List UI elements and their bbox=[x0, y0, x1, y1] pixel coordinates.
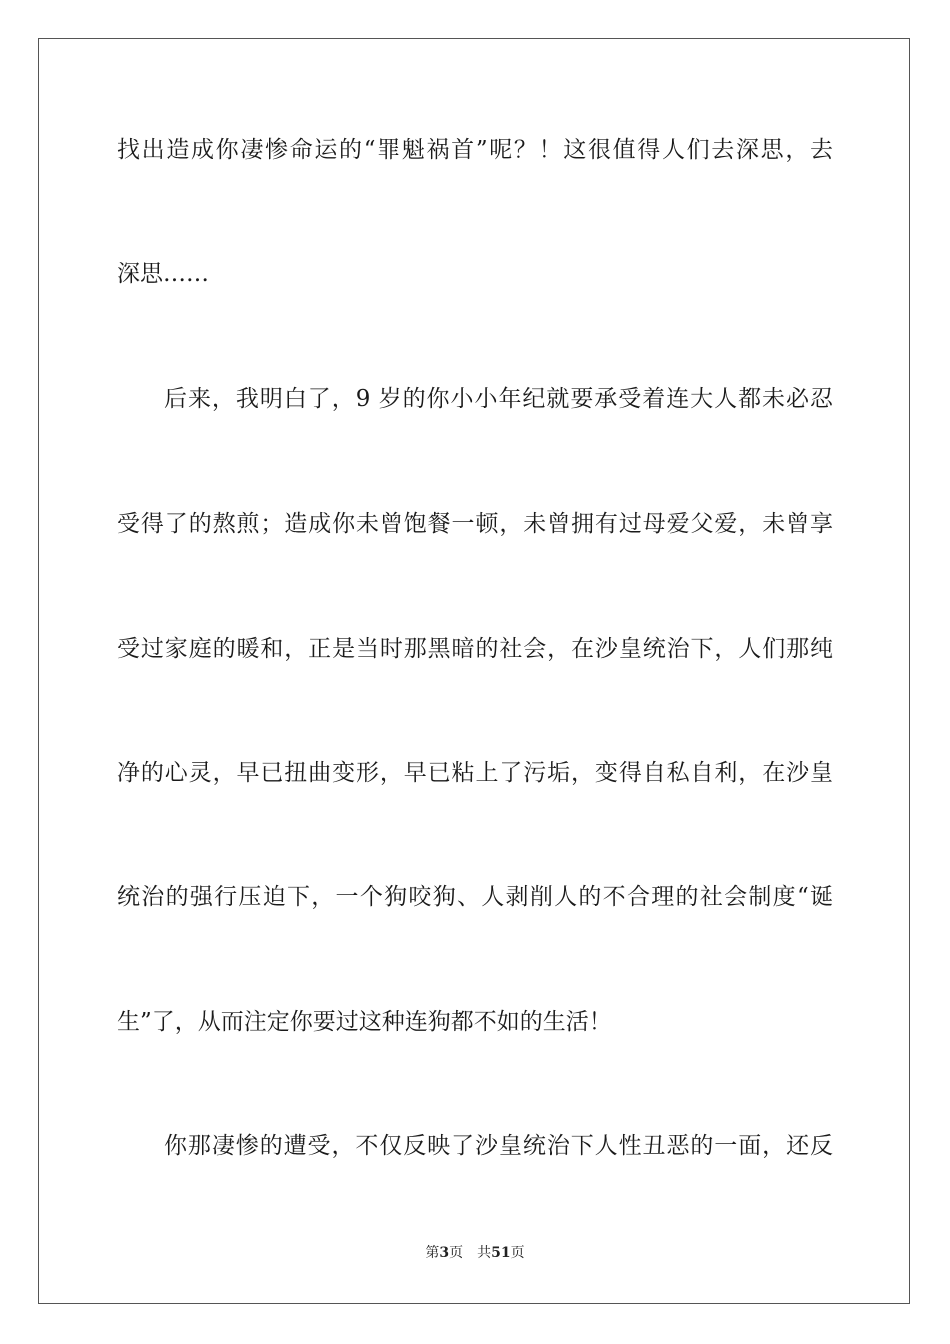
total-prefix: 共 bbox=[477, 1245, 492, 1261]
total-pages: 51 bbox=[491, 1245, 511, 1261]
page-number: 3 bbox=[439, 1245, 450, 1261]
body-line-6: 净的心灵，早已扭曲变形，早已粘上了污垢，变得自私自利，在沙皇 bbox=[117, 760, 833, 786]
page-footer bbox=[0, 1243, 950, 1263]
body-line-7: 统治的强行压迫下，一个狗咬狗、人剥削人的不合理的社会制度“诞 bbox=[117, 884, 833, 910]
page-border bbox=[38, 38, 910, 1304]
body-line-1: 找出造成你凄惨命运的“罪魁祸首”呢？！这很值得人们去深思，去 bbox=[117, 137, 833, 163]
page-prefix: 第 bbox=[425, 1245, 440, 1261]
body-line-9: 你那凄惨的遭受，不仅反映了沙皇统治下人性丑恶的一面，还反 bbox=[164, 1133, 833, 1159]
total-suffix: 页 bbox=[510, 1245, 525, 1261]
body-line-2: 深思…… bbox=[117, 261, 209, 287]
body-line-4: 受得了的熬煎；造成你未曾饱餐一顿，未曾拥有过母爱父爱，未曾享 bbox=[117, 511, 833, 537]
body-line-5: 受过家庭的暖和，正是当时那黑暗的社会，在沙皇统治下，人们那纯 bbox=[117, 636, 833, 662]
body-line-3: 后来，我明白了，9 岁的你小小年纪就要承受着连大人都未必忍 bbox=[164, 386, 833, 412]
page-suffix: 页 bbox=[449, 1245, 464, 1261]
body-line-8: 生”了，从而注定你要过这种连狗都不如的生活！ bbox=[117, 1009, 612, 1035]
